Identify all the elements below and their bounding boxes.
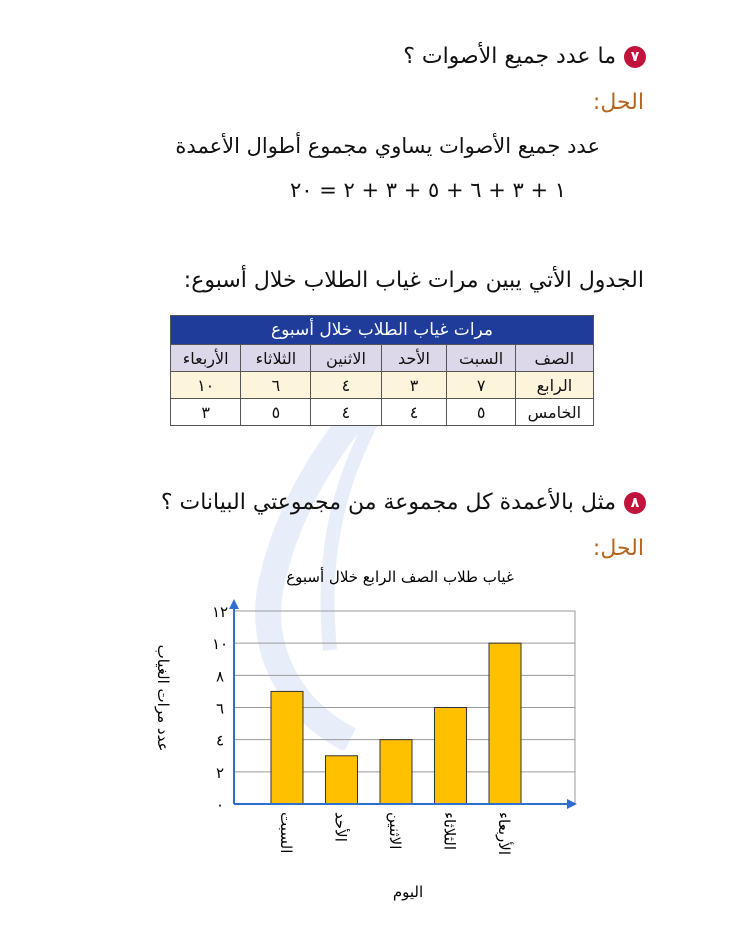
question-7-text: ما عدد جميع الأصوات ؟: [403, 44, 616, 69]
table-cell: ٥: [241, 399, 311, 426]
table-cell: الخامس: [515, 399, 593, 426]
table-cell: ٤: [311, 399, 381, 426]
table-header: السبت: [447, 345, 515, 372]
x-tick-label: الاثنين: [386, 812, 404, 850]
y-tick-label: ٨: [215, 667, 225, 686]
x-tick-label: السبت: [277, 812, 295, 854]
table-cell: ٦: [241, 372, 311, 399]
table-intro: الجدول الأتي يبين مرات غياب الطلاب خلال أسبوع:: [183, 268, 644, 293]
table-cell: ٥: [447, 399, 515, 426]
y-axis-label: عدد مرات الغياب: [154, 644, 172, 752]
solution-7-label: الحل:: [592, 90, 644, 115]
x-tick-label: الأربعاء: [495, 812, 513, 856]
table-header: الصف: [515, 345, 593, 372]
question-7-number: ٧: [624, 46, 646, 68]
table-cell: ٤: [381, 399, 447, 426]
table-row: [171, 399, 594, 426]
solution-8-label: الحل:: [592, 536, 644, 561]
y-tick-label: ١٢: [211, 603, 229, 621]
chart-bars: [271, 643, 521, 804]
x-tick-label: الأحد: [331, 812, 350, 842]
table-cell: ٤: [311, 372, 381, 399]
question-8-number: ٨: [624, 492, 646, 514]
table-header: الثلاثاء: [241, 345, 311, 372]
y-tick-label: ٤: [215, 731, 225, 750]
question-7: [403, 44, 646, 69]
table-cell: ١٠: [171, 372, 241, 399]
table-cell: ٧: [447, 372, 515, 399]
y-tick-label: ٢: [215, 763, 225, 782]
x-axis-label: اليوم: [392, 883, 424, 901]
x-tick-labels: [277, 812, 514, 855]
table-cell: الرابع: [515, 372, 593, 399]
y-axis-arrow: [229, 599, 239, 609]
table-cell: ٣: [381, 372, 447, 399]
bar: [326, 756, 358, 804]
x-tick-label: الثلاثاء: [440, 812, 459, 851]
absence-table: [170, 315, 594, 426]
question-8: [161, 490, 646, 515]
table-title: مرات غياب الطلاب خلال أسبوع: [171, 316, 594, 345]
solution-7-equation: ١ + ٣ + ٦ + ٥ + ٣ + ٢ = ٢٠: [290, 178, 566, 202]
solution-7-line1: عدد جميع الأصوات يساوي مجموع أطوال الأعمدة: [175, 134, 600, 158]
bar: [435, 708, 467, 805]
question-8-text: مثل بالأعمدة كل مجموعة من مجموعتي البيانات ؟: [160, 490, 616, 515]
table-row: [171, 372, 594, 399]
chart-title: غياب طلاب الصف الرابع خلال أسبوع: [286, 568, 514, 586]
y-tick-label: ١٠: [211, 635, 229, 654]
bar: [489, 643, 521, 804]
table-cell: ٣: [171, 399, 241, 426]
absence-bar-chart: [0, 560, 756, 937]
table-header: الاثنين: [311, 345, 381, 372]
y-tick-labels: [212, 603, 228, 814]
table-header: الأربعاء: [171, 345, 241, 372]
bar: [380, 740, 412, 804]
table-header: الأحد: [381, 345, 447, 372]
y-tick-label: ٦: [215, 699, 225, 718]
y-tick-label: ٠: [215, 796, 225, 814]
bar: [271, 691, 303, 804]
